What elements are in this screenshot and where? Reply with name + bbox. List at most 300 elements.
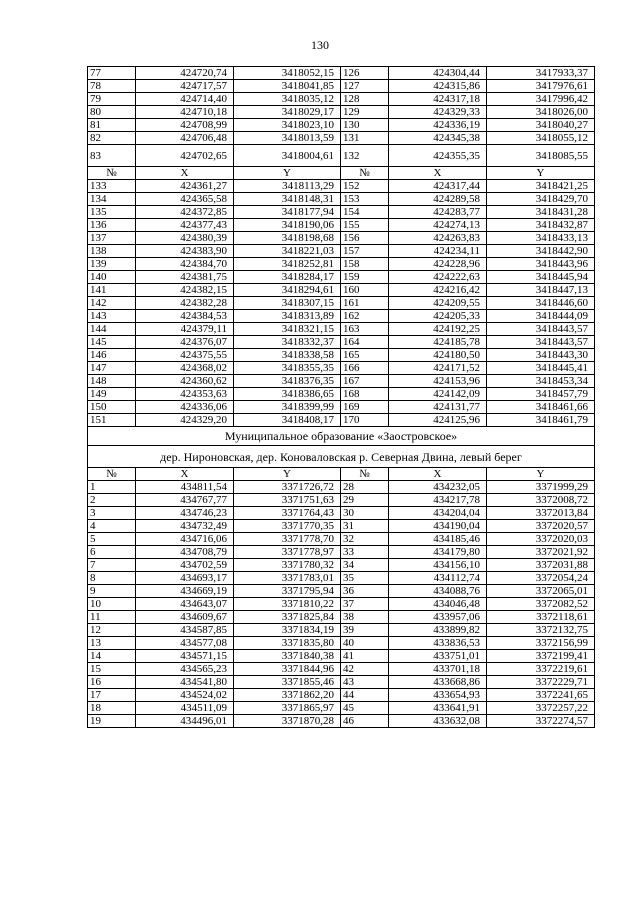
x-coordinate: 424361,27 bbox=[136, 180, 234, 193]
y-coordinate: 3418052,15 bbox=[234, 67, 341, 80]
x-coordinate: 434577,08 bbox=[136, 637, 234, 650]
point-number: 32 bbox=[341, 533, 389, 546]
point-number: 8 bbox=[88, 572, 136, 585]
point-number: 126 bbox=[341, 67, 389, 80]
x-coordinate: 424336,06 bbox=[136, 401, 234, 414]
y-coordinate: 3418294,61 bbox=[234, 284, 341, 297]
table-row bbox=[88, 375, 595, 388]
point-number: 152 bbox=[341, 180, 389, 193]
x-coordinate: 434746,23 bbox=[136, 507, 234, 520]
table-row bbox=[88, 245, 595, 258]
y-coordinate: 3418177,94 bbox=[234, 206, 341, 219]
x-coordinate: 424180,50 bbox=[389, 349, 487, 362]
x-coordinate: 433654,93 bbox=[389, 689, 487, 702]
y-coordinate: 3418386,65 bbox=[234, 388, 341, 401]
y-coordinate: 3418453,34 bbox=[487, 375, 595, 388]
table-row bbox=[88, 624, 595, 637]
y-coordinate: 3372031,88 bbox=[487, 559, 595, 572]
point-number: 44 bbox=[341, 689, 389, 702]
table-row bbox=[88, 388, 595, 401]
point-number: 15 bbox=[88, 663, 136, 676]
point-number: 80 bbox=[88, 106, 136, 119]
x-coordinate: 434541,80 bbox=[136, 676, 234, 689]
point-number: 161 bbox=[341, 297, 389, 310]
y-coordinate: 3418444,09 bbox=[487, 310, 595, 323]
x-coordinate: 424376,07 bbox=[136, 336, 234, 349]
y-coordinate: 3417976,61 bbox=[487, 80, 595, 93]
area-caption-row bbox=[88, 446, 595, 468]
x-coordinate: 434088,76 bbox=[389, 585, 487, 598]
section-3-captions bbox=[88, 427, 595, 481]
y-coordinate: 3418446,60 bbox=[487, 297, 595, 310]
x-coordinate: 424185,78 bbox=[389, 336, 487, 349]
table-row bbox=[88, 546, 595, 559]
y-coordinate: 3371840,38 bbox=[234, 650, 341, 663]
y-coordinate: 3372241,65 bbox=[487, 689, 595, 702]
table-row bbox=[88, 598, 595, 611]
x-coordinate: 424384,53 bbox=[136, 310, 234, 323]
x-coordinate: 424315,86 bbox=[389, 80, 487, 93]
point-number: 134 bbox=[88, 193, 136, 206]
x-coordinate: 424353,63 bbox=[136, 388, 234, 401]
x-coordinate: 434716,06 bbox=[136, 533, 234, 546]
point-number: 41 bbox=[341, 650, 389, 663]
point-number: 1 bbox=[88, 481, 136, 494]
point-number: 28 bbox=[341, 481, 389, 494]
x-coordinate: 433957,06 bbox=[389, 611, 487, 624]
x-coordinate: 424380,39 bbox=[136, 232, 234, 245]
table-row bbox=[88, 206, 595, 219]
x-coordinate: 424317,18 bbox=[389, 93, 487, 106]
table-row bbox=[88, 676, 595, 689]
y-coordinate: 3372132,75 bbox=[487, 624, 595, 637]
y-coordinate: 3418148,31 bbox=[234, 193, 341, 206]
y-coordinate: 3372082,52 bbox=[487, 598, 595, 611]
table-row bbox=[88, 271, 595, 284]
y-coordinate: 3418443,57 bbox=[487, 336, 595, 349]
x-coordinate: 433632,08 bbox=[389, 715, 487, 728]
y-coordinate: 3371778,70 bbox=[234, 533, 341, 546]
table-row bbox=[88, 637, 595, 650]
x-coordinate: 434046,48 bbox=[389, 598, 487, 611]
y-coordinate: 3418399,99 bbox=[234, 401, 341, 414]
point-number: 4 bbox=[88, 520, 136, 533]
point-number: 141 bbox=[88, 284, 136, 297]
y-coordinate: 3372054,24 bbox=[487, 572, 595, 585]
x-coordinate: 434587,85 bbox=[136, 624, 234, 637]
y-coordinate: 3418442,90 bbox=[487, 245, 595, 258]
point-number: 78 bbox=[88, 80, 136, 93]
point-number: 14 bbox=[88, 650, 136, 663]
x-coordinate: 424317,44 bbox=[389, 180, 487, 193]
table-row bbox=[88, 650, 595, 663]
point-number: 37 bbox=[341, 598, 389, 611]
point-number: 167 bbox=[341, 375, 389, 388]
table-row bbox=[88, 585, 595, 598]
x-coordinate: 424365,58 bbox=[136, 193, 234, 206]
y-coordinate: 3418421,25 bbox=[487, 180, 595, 193]
x-coordinate: 424131,77 bbox=[389, 401, 487, 414]
municipality-caption-row bbox=[88, 427, 595, 446]
point-number: 140 bbox=[88, 271, 136, 284]
table-row bbox=[88, 481, 595, 494]
column-header-x: X bbox=[389, 468, 487, 481]
x-coordinate: 433751,01 bbox=[389, 650, 487, 663]
y-coordinate: 3418321,15 bbox=[234, 323, 341, 336]
y-coordinate: 3418443,30 bbox=[487, 349, 595, 362]
x-coordinate: 424375,55 bbox=[136, 349, 234, 362]
x-coordinate: 433668,86 bbox=[389, 676, 487, 689]
y-coordinate: 3371770,35 bbox=[234, 520, 341, 533]
point-number: 148 bbox=[88, 375, 136, 388]
x-coordinate: 434693,17 bbox=[136, 572, 234, 585]
y-coordinate: 3418026,00 bbox=[487, 106, 595, 119]
x-coordinate: 424379,11 bbox=[136, 323, 234, 336]
table-row bbox=[88, 663, 595, 676]
point-number: 154 bbox=[341, 206, 389, 219]
point-number: 144 bbox=[88, 323, 136, 336]
y-coordinate: 3418085,55 bbox=[487, 145, 595, 167]
x-coordinate: 424153,96 bbox=[389, 375, 487, 388]
table-row bbox=[88, 297, 595, 310]
y-coordinate: 3418447,13 bbox=[487, 284, 595, 297]
point-number: 16 bbox=[88, 676, 136, 689]
point-number: 77 bbox=[88, 67, 136, 80]
x-coordinate: 424360,62 bbox=[136, 375, 234, 388]
y-coordinate: 3418013,59 bbox=[234, 132, 341, 145]
point-number: 150 bbox=[88, 401, 136, 414]
point-number: 5 bbox=[88, 533, 136, 546]
column-header-x: X bbox=[389, 167, 487, 180]
y-coordinate: 3418443,96 bbox=[487, 258, 595, 271]
table-row bbox=[88, 310, 595, 323]
table-row bbox=[88, 572, 595, 585]
x-coordinate: 434767,77 bbox=[136, 494, 234, 507]
point-number: 165 bbox=[341, 349, 389, 362]
point-number: 143 bbox=[88, 310, 136, 323]
point-number: 30 bbox=[341, 507, 389, 520]
x-coordinate: 424382,15 bbox=[136, 284, 234, 297]
table-row bbox=[88, 323, 595, 336]
table-row bbox=[88, 559, 595, 572]
table-row bbox=[88, 336, 595, 349]
table-row bbox=[88, 349, 595, 362]
x-coordinate: 434702,59 bbox=[136, 559, 234, 572]
coordinates-table bbox=[87, 66, 595, 728]
y-coordinate: 3372008,72 bbox=[487, 494, 595, 507]
x-coordinate: 424283,77 bbox=[389, 206, 487, 219]
y-coordinate: 3371865,97 bbox=[234, 702, 341, 715]
y-coordinate: 3372020,03 bbox=[487, 533, 595, 546]
table-row bbox=[88, 689, 595, 702]
point-number: 153 bbox=[341, 193, 389, 206]
column-header-x: X bbox=[136, 468, 234, 481]
point-number: 13 bbox=[88, 637, 136, 650]
y-coordinate: 3418252,81 bbox=[234, 258, 341, 271]
column-header-num: № bbox=[88, 167, 136, 180]
y-coordinate: 3371726,72 bbox=[234, 481, 341, 494]
x-coordinate: 424377,43 bbox=[136, 219, 234, 232]
y-coordinate: 3418332,37 bbox=[234, 336, 341, 349]
x-coordinate: 424368,02 bbox=[136, 362, 234, 375]
point-number: 35 bbox=[341, 572, 389, 585]
point-number: 9 bbox=[88, 585, 136, 598]
point-number: 127 bbox=[341, 80, 389, 93]
y-coordinate: 3371780,32 bbox=[234, 559, 341, 572]
point-number: 162 bbox=[341, 310, 389, 323]
y-coordinate: 3418461,66 bbox=[487, 401, 595, 414]
table-row bbox=[88, 145, 595, 167]
point-number: 149 bbox=[88, 388, 136, 401]
y-coordinate: 3371862,20 bbox=[234, 689, 341, 702]
column-header-y: Y bbox=[234, 167, 341, 180]
x-coordinate: 424274,13 bbox=[389, 219, 487, 232]
x-coordinate: 434217,78 bbox=[389, 494, 487, 507]
point-number: 128 bbox=[341, 93, 389, 106]
point-number: 135 bbox=[88, 206, 136, 219]
y-coordinate: 3371835,80 bbox=[234, 637, 341, 650]
y-coordinate: 3417933,37 bbox=[487, 67, 595, 80]
y-coordinate: 3371844,96 bbox=[234, 663, 341, 676]
y-coordinate: 3418461,79 bbox=[487, 414, 595, 427]
x-coordinate: 424192,25 bbox=[389, 323, 487, 336]
point-number: 17 bbox=[88, 689, 136, 702]
point-number: 29 bbox=[341, 494, 389, 507]
x-coordinate: 433899,82 bbox=[389, 624, 487, 637]
x-coordinate: 434112,74 bbox=[389, 572, 487, 585]
point-number: 170 bbox=[341, 414, 389, 427]
point-number: 157 bbox=[341, 245, 389, 258]
y-coordinate: 3371810,22 bbox=[234, 598, 341, 611]
y-coordinate: 3418284,17 bbox=[234, 271, 341, 284]
x-coordinate: 424329,33 bbox=[389, 106, 487, 119]
point-number: 160 bbox=[341, 284, 389, 297]
x-coordinate: 424714,40 bbox=[136, 93, 234, 106]
x-coordinate: 424720,74 bbox=[136, 67, 234, 80]
x-coordinate: 424289,58 bbox=[389, 193, 487, 206]
y-coordinate: 3418041,85 bbox=[234, 80, 341, 93]
x-coordinate: 424216,42 bbox=[389, 284, 487, 297]
point-number: 42 bbox=[341, 663, 389, 676]
point-number: 19 bbox=[88, 715, 136, 728]
y-coordinate: 3372013,84 bbox=[487, 507, 595, 520]
y-coordinate: 3372156,99 bbox=[487, 637, 595, 650]
point-number: 163 bbox=[341, 323, 389, 336]
x-coordinate: 424345,38 bbox=[389, 132, 487, 145]
point-number: 151 bbox=[88, 414, 136, 427]
point-number: 11 bbox=[88, 611, 136, 624]
y-coordinate: 3371825,84 bbox=[234, 611, 341, 624]
point-number: 12 bbox=[88, 624, 136, 637]
x-coordinate: 433701,18 bbox=[389, 663, 487, 676]
point-number: 166 bbox=[341, 362, 389, 375]
x-coordinate: 424383,90 bbox=[136, 245, 234, 258]
point-number: 34 bbox=[341, 559, 389, 572]
section-1-rows bbox=[88, 67, 595, 167]
x-coordinate: 424222,63 bbox=[389, 271, 487, 284]
x-coordinate: 424209,55 bbox=[389, 297, 487, 310]
table-row bbox=[88, 715, 595, 728]
x-coordinate: 424171,52 bbox=[389, 362, 487, 375]
column-header-row bbox=[88, 468, 595, 481]
column-header-x: X bbox=[136, 167, 234, 180]
y-coordinate: 3418313,89 bbox=[234, 310, 341, 323]
point-number: 82 bbox=[88, 132, 136, 145]
municipality-caption: Муниципальное образование «Заостровское» bbox=[88, 427, 595, 446]
x-coordinate: 424329,20 bbox=[136, 414, 234, 427]
y-coordinate: 3418445,41 bbox=[487, 362, 595, 375]
x-coordinate: 434708,79 bbox=[136, 546, 234, 559]
table-row bbox=[88, 80, 595, 93]
point-number: 2 bbox=[88, 494, 136, 507]
x-coordinate: 424702,65 bbox=[136, 145, 234, 167]
point-number: 46 bbox=[341, 715, 389, 728]
point-number: 132 bbox=[341, 145, 389, 167]
table-row bbox=[88, 520, 595, 533]
x-coordinate: 434811,54 bbox=[136, 481, 234, 494]
point-number: 147 bbox=[88, 362, 136, 375]
point-number: 81 bbox=[88, 119, 136, 132]
point-number: 146 bbox=[88, 349, 136, 362]
y-coordinate: 3371834,19 bbox=[234, 624, 341, 637]
table-row bbox=[88, 67, 595, 80]
y-coordinate: 3418035,12 bbox=[234, 93, 341, 106]
point-number: 155 bbox=[341, 219, 389, 232]
y-coordinate: 3418198,68 bbox=[234, 232, 341, 245]
point-number: 38 bbox=[341, 611, 389, 624]
table-row bbox=[88, 507, 595, 520]
x-coordinate: 424708,99 bbox=[136, 119, 234, 132]
point-number: 168 bbox=[341, 388, 389, 401]
x-coordinate: 434565,23 bbox=[136, 663, 234, 676]
x-coordinate: 424355,35 bbox=[389, 145, 487, 167]
table-row bbox=[88, 232, 595, 245]
y-coordinate: 3418029,17 bbox=[234, 106, 341, 119]
point-number: 133 bbox=[88, 180, 136, 193]
x-coordinate: 424384,70 bbox=[136, 258, 234, 271]
x-coordinate: 434232,05 bbox=[389, 481, 487, 494]
table-row bbox=[88, 219, 595, 232]
y-coordinate: 3371855,46 bbox=[234, 676, 341, 689]
point-number: 137 bbox=[88, 232, 136, 245]
y-coordinate: 3371778,97 bbox=[234, 546, 341, 559]
y-coordinate: 3418040,27 bbox=[487, 119, 595, 132]
x-coordinate: 424263,83 bbox=[389, 232, 487, 245]
y-coordinate: 3418023,10 bbox=[234, 119, 341, 132]
y-coordinate: 3372257,22 bbox=[487, 702, 595, 715]
table-row bbox=[88, 702, 595, 715]
y-coordinate: 3371795,94 bbox=[234, 585, 341, 598]
point-number: 129 bbox=[341, 106, 389, 119]
point-number: 6 bbox=[88, 546, 136, 559]
x-coordinate: 434643,07 bbox=[136, 598, 234, 611]
point-number: 131 bbox=[341, 132, 389, 145]
area-caption: дер. Нироновская, дер. Коноваловская р. Северная Двина, левый берег bbox=[88, 446, 595, 468]
column-header-num: № bbox=[88, 468, 136, 481]
x-coordinate: 424706,48 bbox=[136, 132, 234, 145]
table-row bbox=[88, 362, 595, 375]
table-row bbox=[88, 494, 595, 507]
y-coordinate: 3371764,43 bbox=[234, 507, 341, 520]
section-2-header bbox=[88, 167, 595, 180]
table-row bbox=[88, 132, 595, 145]
table-row bbox=[88, 93, 595, 106]
y-coordinate: 3372118,61 bbox=[487, 611, 595, 624]
point-number: 45 bbox=[341, 702, 389, 715]
y-coordinate: 3418338,58 bbox=[234, 349, 341, 362]
y-coordinate: 3417996,42 bbox=[487, 93, 595, 106]
x-coordinate: 424228,96 bbox=[389, 258, 487, 271]
point-number: 79 bbox=[88, 93, 136, 106]
section-2-rows bbox=[88, 180, 595, 427]
table-row bbox=[88, 401, 595, 414]
y-coordinate: 3418433,13 bbox=[487, 232, 595, 245]
x-coordinate: 434179,80 bbox=[389, 546, 487, 559]
column-header-y: Y bbox=[234, 468, 341, 481]
point-number: 7 bbox=[88, 559, 136, 572]
y-coordinate: 3418113,29 bbox=[234, 180, 341, 193]
x-coordinate: 424142,09 bbox=[389, 388, 487, 401]
point-number: 142 bbox=[88, 297, 136, 310]
x-coordinate: 434609,67 bbox=[136, 611, 234, 624]
table-row bbox=[88, 611, 595, 624]
y-coordinate: 3418432,87 bbox=[487, 219, 595, 232]
point-number: 138 bbox=[88, 245, 136, 258]
x-coordinate: 424234,11 bbox=[389, 245, 487, 258]
y-coordinate: 3372274,57 bbox=[487, 715, 595, 728]
point-number: 156 bbox=[341, 232, 389, 245]
point-number: 31 bbox=[341, 520, 389, 533]
x-coordinate: 424710,18 bbox=[136, 106, 234, 119]
table-row bbox=[88, 180, 595, 193]
y-coordinate: 3372021,92 bbox=[487, 546, 595, 559]
point-number: 159 bbox=[341, 271, 389, 284]
y-coordinate: 3418307,15 bbox=[234, 297, 341, 310]
x-coordinate: 434669,19 bbox=[136, 585, 234, 598]
y-coordinate: 3372199,41 bbox=[487, 650, 595, 663]
point-number: 43 bbox=[341, 676, 389, 689]
x-coordinate: 434524,02 bbox=[136, 689, 234, 702]
x-coordinate: 424336,19 bbox=[389, 119, 487, 132]
point-number: 169 bbox=[341, 401, 389, 414]
section-3-rows bbox=[88, 481, 595, 728]
y-coordinate: 3418221,03 bbox=[234, 245, 341, 258]
x-coordinate: 424381,75 bbox=[136, 271, 234, 284]
x-coordinate: 434185,46 bbox=[389, 533, 487, 546]
x-coordinate: 424382,28 bbox=[136, 297, 234, 310]
x-coordinate: 433836,53 bbox=[389, 637, 487, 650]
x-coordinate: 424372,85 bbox=[136, 206, 234, 219]
point-number: 36 bbox=[341, 585, 389, 598]
table-row bbox=[88, 193, 595, 206]
x-coordinate: 434204,04 bbox=[389, 507, 487, 520]
y-coordinate: 3418429,70 bbox=[487, 193, 595, 206]
table-row bbox=[88, 106, 595, 119]
y-coordinate: 3418445,94 bbox=[487, 271, 595, 284]
point-number: 83 bbox=[88, 145, 136, 167]
point-number: 164 bbox=[341, 336, 389, 349]
y-coordinate: 3418408,17 bbox=[234, 414, 341, 427]
column-header-num: № bbox=[341, 167, 389, 180]
x-coordinate: 434571,15 bbox=[136, 650, 234, 663]
x-coordinate: 424717,57 bbox=[136, 80, 234, 93]
point-number: 18 bbox=[88, 702, 136, 715]
x-coordinate: 424304,44 bbox=[389, 67, 487, 80]
y-coordinate: 3372229,71 bbox=[487, 676, 595, 689]
point-number: 33 bbox=[341, 546, 389, 559]
y-coordinate: 3418055,12 bbox=[487, 132, 595, 145]
y-coordinate: 3371870,28 bbox=[234, 715, 341, 728]
